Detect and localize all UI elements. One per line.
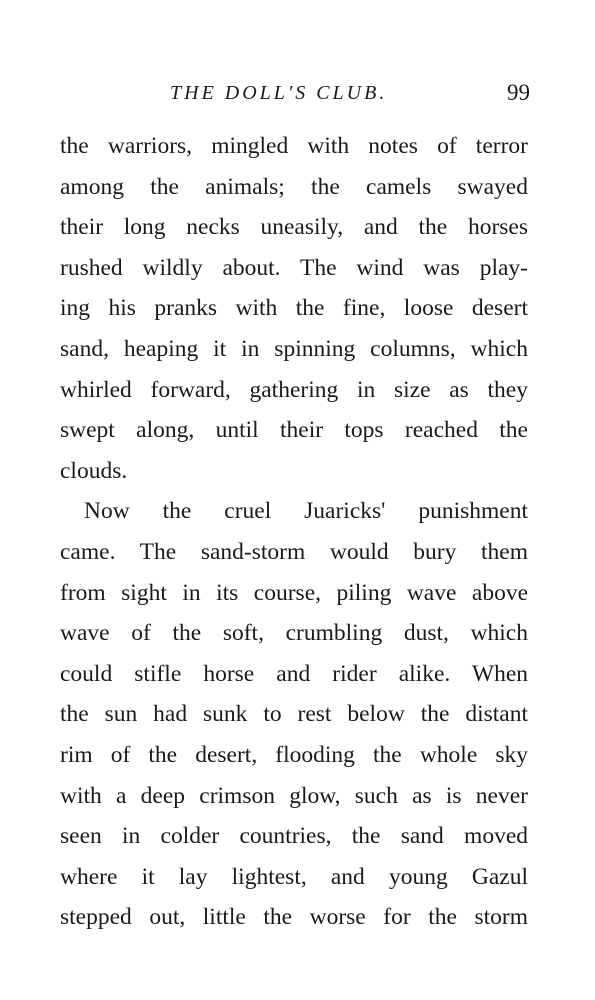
text-line: ing his pranks with the fine, loose desert [60, 295, 528, 322]
text-line: swept along, until their tops reached the [60, 417, 528, 444]
text-line: the warriors, mingled with notes of terror [60, 133, 528, 159]
text-line: rushed wildly about. The wind was play- [60, 254, 528, 281]
text-line: wave of the soft, crumbling dust, which [60, 620, 528, 647]
body-text [60, 126, 528, 938]
running-title: THE DOLL'S CLUB. [170, 82, 388, 104]
text-line: whirled forward, gathering in size as they [60, 376, 528, 403]
text-line: among the animals; the camels swayed [60, 173, 528, 200]
text-line: from sight in its course, piling wave above [60, 579, 528, 606]
text-line: came. The sand-storm would bury them [60, 538, 528, 565]
text-line: could stifle horse and rider alike. When [60, 660, 528, 687]
text-line: Now the cruel Juaricks' punishment [84, 498, 528, 525]
text-line: rim of the desert, flooding the whole sky [60, 741, 528, 768]
text-line: sand, heaping it in spinning columns, which [60, 335, 528, 362]
running-head [60, 82, 530, 114]
text-line: their long necks uneasily, and the horses [60, 214, 528, 241]
text-line: the sun had sunk to rest below the distant [60, 701, 528, 728]
page-number: 99 [507, 80, 530, 105]
text-line: where it lay lightest, and young Gazul [60, 863, 528, 890]
text-line: stepped out, little the worse for the storm [60, 904, 528, 931]
text-line: clouds. [60, 457, 128, 484]
text-line: with a deep crimson glow, such as is never [60, 782, 528, 809]
text-line: seen in colder countries, the sand moved [60, 823, 528, 850]
